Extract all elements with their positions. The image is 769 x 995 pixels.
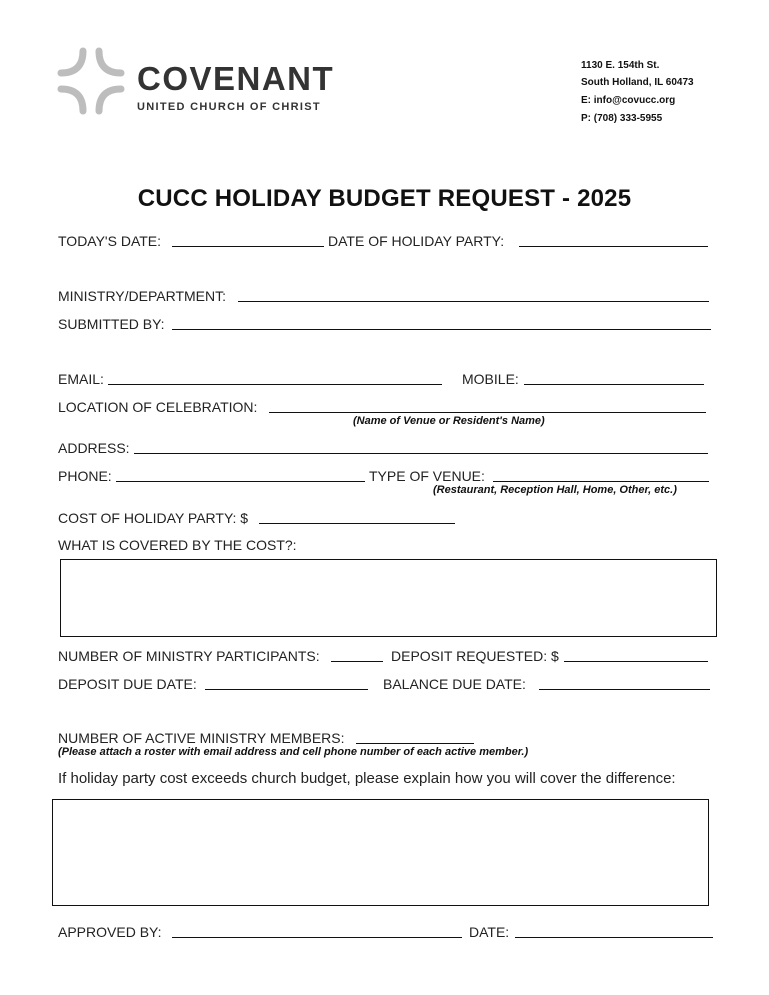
deposit-due-label: DEPOSIT DUE DATE: <box>58 676 197 692</box>
phone-label: PHONE: <box>58 468 112 484</box>
email-label: EMAIL: <box>58 371 104 387</box>
address-label: ADDRESS: <box>58 440 130 456</box>
mobile-field[interactable] <box>524 384 704 385</box>
active-members-field[interactable] <box>356 743 474 744</box>
location-field[interactable] <box>269 412 706 413</box>
venue-note: (Restaurant, Reception Hall, Home, Other, etc.) <box>433 484 677 496</box>
explain-label: If holiday party cost exceeds church budget, please explain how you will cover the difference: <box>58 770 676 787</box>
covered-textbox[interactable] <box>60 559 717 637</box>
date-field[interactable] <box>515 937 713 938</box>
form-title: CUCC HOLIDAY BUDGET REQUEST - 2025 <box>137 185 632 212</box>
party-date-field[interactable] <box>519 246 708 247</box>
location-label: LOCATION OF CELEBRATION: <box>58 399 258 415</box>
deposit-requested-label: DEPOSIT REQUESTED: $ <box>391 648 559 664</box>
date-label: DATE: <box>469 924 510 940</box>
logo-name: COVENANT <box>137 60 335 97</box>
deposit-due-field[interactable] <box>205 689 368 690</box>
contact-city: South Holland, IL 60473 <box>581 77 694 88</box>
approved-by-field[interactable] <box>172 937 462 938</box>
venue-type-field[interactable] <box>493 481 709 482</box>
email-field[interactable] <box>108 384 442 385</box>
mobile-label: MOBILE: <box>462 371 519 387</box>
roster-note: (Please attach a roster with email address and cell phone number of each active member.) <box>58 746 529 758</box>
address-field[interactable] <box>134 453 708 454</box>
venue-type-label: TYPE OF VENUE: <box>369 468 485 484</box>
todays-date-label: TODAY'S DATE: <box>58 233 162 249</box>
todays-date-field[interactable] <box>172 246 324 247</box>
balance-due-label: BALANCE DUE DATE: <box>383 676 526 692</box>
cost-field[interactable] <box>259 523 455 524</box>
logo-subtitle: UNITED CHURCH OF CHRIST <box>137 101 321 113</box>
covenant-logo-icon <box>56 46 126 116</box>
participants-field[interactable] <box>331 661 383 662</box>
submitted-by-field[interactable] <box>172 329 711 330</box>
ministry-label: MINISTRY/DEPARTMENT: <box>58 288 227 304</box>
explain-textbox[interactable] <box>52 799 709 906</box>
contact-street: 1130 E. 154th St. <box>581 60 660 71</box>
contact-email: E: info@covucc.org <box>581 95 676 106</box>
phone-field[interactable] <box>116 481 365 482</box>
location-note: (Name of Venue or Resident's Name) <box>353 415 545 427</box>
ministry-field[interactable] <box>238 301 709 302</box>
participants-label: NUMBER OF MINISTRY PARTICIPANTS: <box>58 648 320 664</box>
approved-by-label: APPROVED BY: <box>58 924 162 940</box>
balance-due-field[interactable] <box>539 689 710 690</box>
contact-phone: P: (708) 333-5955 <box>581 113 663 124</box>
covered-label: WHAT IS COVERED BY THE COST?: <box>58 537 297 553</box>
deposit-requested-field[interactable] <box>564 661 708 662</box>
cost-label: COST OF HOLIDAY PARTY: $ <box>58 510 249 526</box>
party-date-label: DATE OF HOLIDAY PARTY: <box>328 233 505 249</box>
active-members-label: NUMBER OF ACTIVE MINISTRY MEMBERS: <box>58 730 345 746</box>
submitted-by-label: SUBMITTED BY: <box>58 316 165 332</box>
